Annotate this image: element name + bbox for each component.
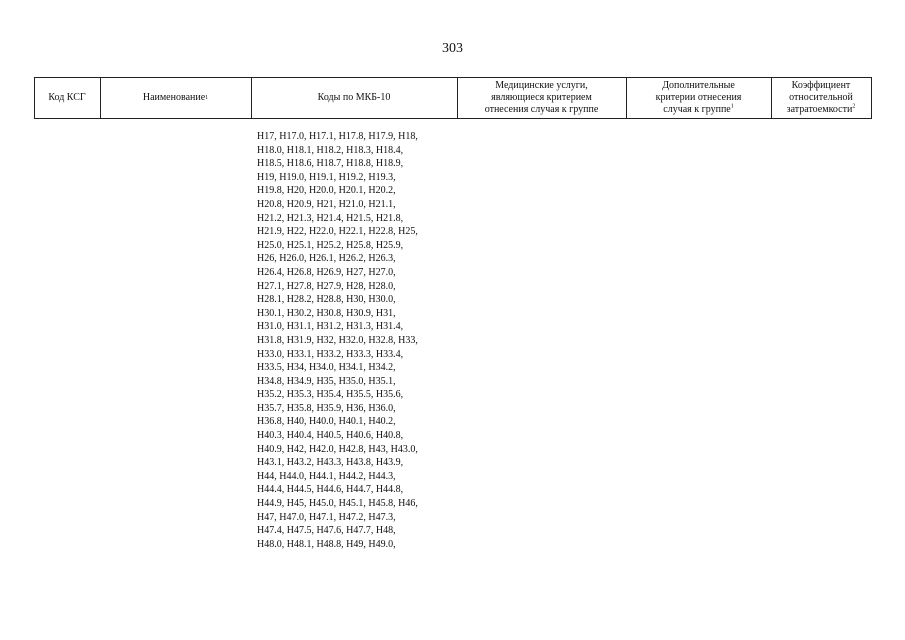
mkb-codes-line: H25.0, H25.1, H25.2, H25.8, H25.9, (257, 239, 404, 251)
mkb-codes-line: H21.2, H21.3, H21.4, H21.5, H21.8, (257, 212, 404, 224)
mkb-codes-line: H47.4, H47.5, H47.6, H47.7, H48, (257, 525, 396, 537)
mkb-codes-line: H31.0, H31.1, H31.2, H31.3, H31.4, (257, 321, 404, 333)
mkb-codes-line: H31.8, H31.9, H32, H32.0, H32.8, H33, (257, 334, 418, 346)
header-mkb-codes-label: Коды по МКБ-10 (317, 91, 391, 103)
header-name-label: Наименование (142, 91, 206, 103)
mkb-codes-line: H44.4, H44.5, H44.6, H44.7, H44.8, (257, 484, 404, 496)
mkb-codes-line: H40.9, H42, H42.0, H42.8, H43, H43.0, (257, 443, 418, 455)
mkb-codes-line: H30.1, H30.2, H30.8, H30.9, H31, (257, 307, 396, 319)
header-mkb-codes (251, 77, 457, 118)
mkb-codes-line: H21.9, H22, H22.0, H22.1, H22.8, H25, (257, 226, 418, 238)
header-coefficient-line: Коэффициент (791, 79, 851, 91)
header-name: Наименование 1 (142, 91, 209, 103)
header-medical-services (457, 77, 626, 118)
header-medical-services-line: являющиеся критерием (491, 91, 592, 103)
mkb-codes-line: H20.8, H20.9, H21, H21.0, H21.1, (257, 198, 396, 210)
mkb-codes-line: H48.0, H48.1, H48.8, H49, H49.0, (257, 538, 396, 550)
column-separator (871, 77, 872, 118)
mkb-codes-line: H28.1, H28.2, H28.8, H30, H30.0, (257, 294, 396, 306)
mkb-codes-cell (257, 130, 467, 551)
header-medical-services-line: отнесения случая к группе (484, 103, 599, 115)
header-coefficient-line: относительной (789, 91, 853, 103)
header-coefficient (771, 77, 871, 118)
mkb-codes-line: H26.4, H26.8, H26.9, H27, H27.0, (257, 266, 396, 278)
mkb-codes-line: H40.3, H40.4, H40.5, H40.6, H40.8, (257, 430, 404, 442)
mkb-codes-line: H35.2, H35.3, H35.4, H35.5, H35.6, (257, 389, 404, 401)
mkb-codes-line: H19, H19.0, H19.1, H19.2, H19.3, (257, 171, 396, 183)
mkb-codes-line: H43.1, H43.2, H43.3, H43.8, H43.9, (257, 457, 404, 469)
header-additional-criteria-line: случая к группе (663, 103, 731, 115)
header-medical-services-line: Медицинские услуги, (495, 79, 588, 91)
footnote-marker: 2 (852, 103, 856, 110)
page-number: 303 (442, 41, 463, 56)
header-additional-criteria (626, 77, 771, 118)
mkb-codes-line: H18.0, H18.1, H18.2, H18.3, H18.4, (257, 144, 404, 156)
mkb-codes-line: H44.9, H45, H45.0, H45.1, H45.8, H46, (257, 498, 418, 510)
mkb-codes-line: H17, H17.0, H17.1, H17.8, H17.9, H18, (257, 131, 418, 142)
mkb-codes-line: H33.0, H33.1, H33.2, H33.3, H33.4, (257, 348, 404, 360)
mkb-codes-line: H26, H26.0, H26.1, H26.2, H26.3, (257, 253, 396, 265)
mkb-codes-line: H44, H44.0, H44.1, H44.2, H44.3, (257, 470, 396, 482)
header-coefficient-line: затратоемкости (786, 103, 853, 115)
mkb-codes-line: H19.8, H20, H20.0, H20.1, H20.2, (257, 185, 396, 197)
mkb-codes-line: H34.8, H34.9, H35, H35.0, H35.1, (257, 375, 396, 387)
header-additional-criteria-line: Дополнительные (662, 79, 735, 91)
table-header-bottom-rule (34, 118, 872, 119)
mkb-codes-line: H47, H47.0, H47.1, H47.2, H47.3, (257, 511, 396, 523)
header-ksg-code-label: Код КСГ (48, 91, 86, 103)
mkb-codes-line: H35.7, H35.8, H35.9, H36, H36.0, (257, 402, 396, 414)
mkb-codes-line: H18.5, H18.6, H18.7, H18.8, H18.9, (257, 158, 404, 170)
header-ksg-code (34, 77, 100, 118)
mkb-codes-line: H36.8, H40, H40.0, H40.1, H40.2, (257, 416, 396, 428)
footnote-marker: 1 (730, 103, 734, 110)
mkb-codes-line: H33.5, H34, H34.0, H34.1, H34.2, (257, 362, 396, 374)
mkb-codes-line: H27.1, H27.8, H27.9, H28, H28.0, (257, 280, 396, 292)
header-additional-criteria-line: критерии отнесения (655, 91, 742, 103)
